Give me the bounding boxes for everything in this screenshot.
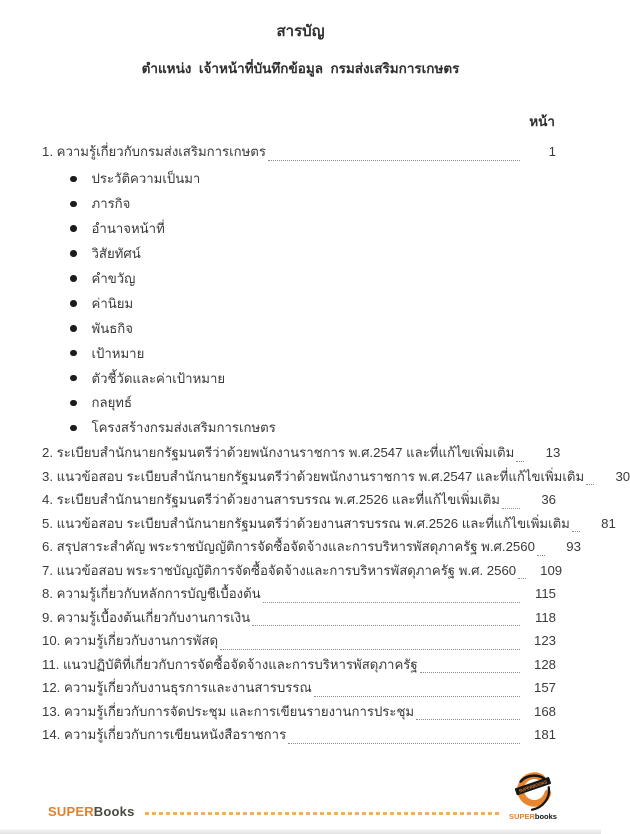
toc-sub-item-label: วิสัยทัศน์ bbox=[91, 246, 141, 262]
footer-brand bbox=[48, 805, 135, 820]
toc-sub-item-label: ค่านิยม bbox=[91, 295, 134, 311]
bullet-icon bbox=[70, 350, 77, 357]
bullet-icon bbox=[70, 176, 77, 183]
toc-entry bbox=[42, 536, 581, 560]
dot-leader bbox=[586, 484, 594, 485]
toc-entry-label: 6. สรุปสาระสำคัญ พระราชบัญญัติการจัดซื้อจัดจ้างและการบริหารพัสดุภาครัฐ พ.ศ.2560 bbox=[42, 539, 535, 555]
dot-leader bbox=[502, 508, 520, 509]
toc-entry-page: 13 bbox=[545, 445, 561, 461]
toc-title: สารบัญ bbox=[276, 23, 325, 40]
dot-leader bbox=[416, 719, 520, 720]
toc-entry-page: 36 bbox=[541, 492, 556, 508]
toc-entry bbox=[42, 442, 561, 466]
page-footer bbox=[48, 772, 559, 821]
dot-leader bbox=[288, 743, 520, 744]
dot-leader bbox=[263, 602, 520, 603]
toc-sub-list bbox=[70, 167, 556, 441]
toc-sub-item-label: คำขวัญ bbox=[91, 271, 136, 286]
toc-entry bbox=[42, 701, 556, 725]
toc-entry-label: 13. ความรู้เกี่ยวกับการจัดประชุม และการเขียนรายงานการประชุม bbox=[42, 703, 415, 719]
toc-sub-item bbox=[70, 191, 556, 216]
toc-entry bbox=[42, 654, 556, 678]
toc-entry-label: 2. ระเบียบสำนักนายกรัฐมนตรีว่าด้วยพนักงานราชการ พ.ศ.2547 และที่แก้ไขเพิ่มเติม bbox=[42, 445, 515, 461]
toc-entry bbox=[42, 583, 556, 607]
bullet-icon bbox=[70, 225, 77, 232]
toc-sub-item-label: พันธกิจ bbox=[91, 320, 133, 336]
toc-entry bbox=[42, 677, 556, 701]
bullet-icon bbox=[70, 250, 77, 257]
toc-subtitle: ตำแหน่ง เจ้าหน้าที่บันทึกข้อมูล กรมส่งเสริมการเกษตร bbox=[141, 61, 460, 76]
bullet-icon bbox=[70, 325, 77, 332]
toc-entry-label: 7. แนวข้อสอบ พระราชบัญญัติการจัดซื้อจัดจ้างและการบริหารพัสดุภาครัฐ พ.ศ. 2560 bbox=[42, 562, 517, 578]
dot-leader bbox=[537, 555, 545, 556]
bullet-icon bbox=[70, 400, 77, 407]
dot-leader bbox=[572, 531, 580, 532]
toc-entry-page: 181 bbox=[533, 727, 556, 743]
toc-entry-label: 4. ระเบียบสำนักนายกรัฐมนตรีว่าด้วยงานสารบรรณ พ.ศ.2526 และที่แก้ไขเพิ่มเติม bbox=[42, 492, 500, 508]
bullet-icon bbox=[70, 425, 77, 432]
toc-sub-item bbox=[70, 341, 556, 366]
bullet-icon bbox=[70, 375, 77, 382]
dot-leader bbox=[516, 461, 524, 462]
toc-entry-page: 109 bbox=[540, 562, 563, 578]
toc-entry bbox=[42, 724, 556, 748]
toc-entry-page: 30 bbox=[615, 468, 630, 484]
toc-sub-item bbox=[70, 415, 556, 440]
toc-sub-item bbox=[70, 266, 556, 291]
page-bottom-edge bbox=[0, 829, 601, 834]
toc-entry-page: 128 bbox=[533, 656, 556, 672]
dot-leader bbox=[220, 649, 520, 650]
toc-entry-label: 10. ความรู้เกี่ยวกับงานการพัสดุ bbox=[42, 633, 219, 649]
toc-sub-item-label: เป้าหมาย bbox=[91, 345, 145, 361]
bullet-icon bbox=[70, 201, 77, 208]
toc-entry-page: 115 bbox=[534, 586, 556, 602]
toc-entry bbox=[42, 513, 616, 537]
toc-sub-item bbox=[70, 316, 556, 341]
toc-entry-page: 118 bbox=[534, 609, 556, 625]
toc-sub-item bbox=[70, 366, 556, 391]
bullet-icon bbox=[70, 300, 77, 307]
toc-entry-page: 157 bbox=[533, 680, 556, 696]
superbooks-logo bbox=[507, 772, 559, 821]
toc-sub-item bbox=[70, 241, 556, 266]
toc-entry-page: 81 bbox=[601, 515, 616, 531]
toc-entry-label: 12. ความรู้เกี่ยวกับงานธุรการและงานสารบรรณ bbox=[42, 680, 312, 696]
toc-entry-page: 168 bbox=[533, 703, 556, 719]
toc-sub-item-label: ประวัติความเป็นมา bbox=[91, 171, 201, 187]
toc-entry bbox=[42, 630, 556, 654]
logo-wordmark-super: SUPER bbox=[509, 811, 535, 821]
toc-entry bbox=[42, 607, 556, 631]
page-column-header: หน้า bbox=[529, 114, 555, 129]
toc-entry bbox=[42, 141, 556, 165]
toc-sub-item bbox=[70, 167, 556, 192]
toc-entry-label: 3. แนวข้อสอบ ระเบียบสำนักนายกรัฐมนตรีว่าด้วยพนักงานราชการ พ.ศ.2547 และที่แก้ไขเพิ่มเติม bbox=[42, 468, 585, 484]
toc-sub-item-label: ภารกิจ bbox=[91, 196, 131, 212]
toc-entry-page: 1 bbox=[548, 144, 556, 159]
toc-sub-item-label: โครงสร้างกรมส่งเสริมการเกษตร bbox=[91, 420, 276, 436]
toc-sub-item-label: ตัวชี้วัดและค่าเป้าหมาย bbox=[91, 370, 226, 386]
toc-sub-item-label: กลยุทธ์ bbox=[91, 395, 133, 411]
table-of-contents bbox=[42, 141, 630, 748]
toc-entry bbox=[42, 560, 563, 584]
footer-divider bbox=[145, 812, 499, 815]
toc-entry bbox=[42, 466, 630, 490]
footer-brand-books: Books bbox=[93, 804, 135, 819]
toc-entry-label: 1. ความรู้เกี่ยวกับกรมส่งเสริมการเกษตร bbox=[42, 144, 266, 159]
toc-entry-label: 11. แนวปฏิบัติที่เกี่ยวกับการจัดซื้อจัดจ้างและการบริหารพัสดุภาครัฐ bbox=[42, 656, 418, 672]
dot-leader bbox=[518, 578, 526, 579]
dot-leader bbox=[420, 672, 520, 673]
toc-entry-label: 9. ความรู้เบื้องต้นเกี่ยวกับงานการเงิน bbox=[42, 609, 251, 625]
logo-swoosh-icon bbox=[512, 772, 554, 814]
toc-entry-label: 8. ความรู้เกี่ยวกับหลักการบัญชีเบื้องต้น bbox=[42, 586, 261, 602]
dot-leader bbox=[268, 160, 520, 161]
logo-wordmark-books: books bbox=[534, 811, 557, 821]
toc-entry-label: 5. แนวข้อสอบ ระเบียบสำนักนายกรัฐมนตรีว่าด้วยงานสารบรรณ พ.ศ.2526 และที่แก้ไขเพิ่มเติม bbox=[42, 515, 570, 531]
dot-leader bbox=[252, 625, 520, 626]
toc-sub-item bbox=[70, 291, 556, 316]
toc-entry-page: 93 bbox=[566, 539, 581, 555]
toc-sub-item-label: อำนาจหน้าที่ bbox=[91, 221, 165, 237]
dot-leader bbox=[314, 696, 520, 697]
toc-entry-label: 14. ความรู้เกี่ยวกับการเขียนหนังสือราชการ bbox=[42, 727, 287, 743]
logo-ribbon-text: SUPERBOOKS bbox=[518, 778, 548, 794]
logo-wordmark bbox=[507, 813, 559, 821]
toc-entry bbox=[42, 489, 556, 513]
bullet-icon bbox=[70, 275, 77, 282]
toc-entry-page: 123 bbox=[533, 633, 556, 649]
toc-sub-item bbox=[70, 391, 556, 416]
footer-brand-super: SUPER bbox=[48, 804, 94, 819]
toc-sub-item bbox=[70, 216, 556, 241]
